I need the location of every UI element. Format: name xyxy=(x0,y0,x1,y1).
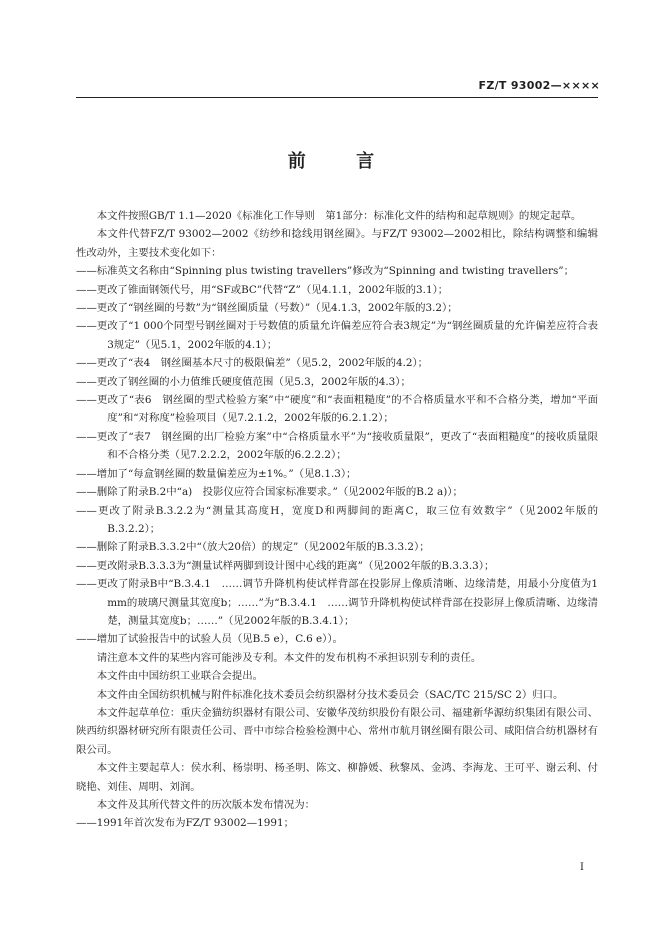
change-item: ——更改了“钢丝圈的号数”为“钢丝圈质量（号数）”（见4.1.3，2002年版的3.2）； xyxy=(76,302,458,315)
change-item: ——更改了附录B.3.2.2为“测量其高度H，宽度D和两脚间的距离C，取三位有效数字”（见2002年版的B.3.2.2）； xyxy=(76,504,598,535)
paragraph-drafting-units: 本文件起草单位：重庆金猫纺织器材有限公司、安徽华茂纺织股份有限公司、福建新华源纺织集团有限公司、陕西纺织器材研究所有限责任公司、晋中市综合检验检测中心、常州市航月钢丝圈有限公司、咸阳信合纺机器材有限公司。 xyxy=(76,706,598,756)
paragraph-patent-notice: 请注意本文件的某些内容可能涉及专利。本文件的发布机构不承担识别专利的责任。 xyxy=(96,651,482,664)
change-item: ——更改了锥面钢领代号，用“SF或BC”代替“Z”（见4.1.1，2002年版的3.1）； xyxy=(76,283,449,296)
change-item: ——更改了“表7 钢丝圈的出厂检验方案”中“合格质量水平”为“接收质量限”，更改了“表面粗糙度”的接收质量限和不合格分类（见7.2.2.2，2002年版的6.2.2.2）； xyxy=(76,430,598,462)
paragraph-history-intro: 本文件及其所代替文件的历次版本发布情况为： xyxy=(96,799,315,811)
change-item: ——更改了附录B中“B.3.4.1 ……调节升降机构使试样背部在投影屏上像质清晰、边缘清楚，用最小分度值为1 mm的玻璃尺测量其宽度b；……”为“B.3.4.1 ……调节升降机构使试样背部在投影屏上像质清晰、边缘清楚，测量其宽度b；……”（见2002年版的B.3.4.1）； xyxy=(76,578,598,627)
paragraph-proposer: 本文件由中国纺织工业联合会提出。 xyxy=(96,670,264,683)
change-item: ——更改了“1 000个同型号钢丝圈对于号数值的质量允许偏差应符合表3规定”为“钢丝圈质量的允许偏差应符合表3规定”（见5.1，2002年版的4.1）； xyxy=(76,320,598,351)
standard-code: FZ/T 93002—×××× xyxy=(478,79,600,92)
page-title: 前 言 xyxy=(287,151,391,172)
change-item: ——删除了附录B.2中“a) 投影仪应符合国家标准要求。”（见2002年版的B.2 a)）； xyxy=(76,486,463,499)
change-item: ——增加了“每盒钢丝圈的数量偏差应为±1%。”（见8.1.3）； xyxy=(76,467,357,480)
change-item: ——更改了“表6 钢丝圈的型式检验方案”中“硬度”和“表面粗糙度”的不合格质量水平和不合格分类，增加“平面度”和“对称度”检验项目（见7.2.1.2，2002年版的6.2.1.2）； xyxy=(76,394,598,425)
history-item: ——1991年首次发布为FZ/T 93002—1991； xyxy=(76,817,295,830)
change-item: ——更改附录B.3.3.3为“测量试样两脚到设计图中心线的距离”（见2002年版的B.3.3.3）； xyxy=(76,559,495,572)
document-body xyxy=(76,207,598,833)
change-item: ——标准英文名称由“Spinning plus twisting travellers”修改为“Spinning and twisting travellers”； xyxy=(76,265,575,278)
change-item: ——删除了附录B.3.3.2中“（放大20倍）的规定”（见2002年版的B.3.3.2）； xyxy=(76,541,430,554)
change-item: ——增加了试验报告中的试验人员（见B.5 e），C.6 e））。 xyxy=(76,633,343,646)
change-item: ——更改了“表4 钢丝圈基本尺寸的极限偏差”（见5.2，2002年版的4.2）； xyxy=(76,357,429,370)
change-item: ——更改了钢丝圈的小力值维氏硬度值范围（见5.3，2002年版的4.3）； xyxy=(76,375,411,388)
page-number: I xyxy=(580,862,584,873)
paragraph-committee: 本文件由全国纺织机械与附件标准化技术委员会纺织器材分技术委员会（SAC/TC 215/SC 2）归口。 xyxy=(96,688,564,701)
paragraph-drafters: 本文件主要起草人：侯水利、杨崇明、杨圣明、陈文、柳静媛、秋黎凤、金鸿、李海龙、王可平、谢云利、付晓艳、刘佳、周明、刘润。 xyxy=(76,762,598,793)
paragraph-replacement: 本文件代替FZ/T 93002—2002《纺纱和捻线用钢丝圈》。与FZ/T 93002—2002相比，除结构调整和编辑性改动外，主要技术变化如下： xyxy=(76,228,598,259)
header-rule xyxy=(76,97,598,98)
paragraph-drafting-rules: 本文件按照GB/T 1.1—2020《标准化工作导则 第1部分：标准化文件的结构和起草规则》的规定起草。 xyxy=(96,210,582,222)
